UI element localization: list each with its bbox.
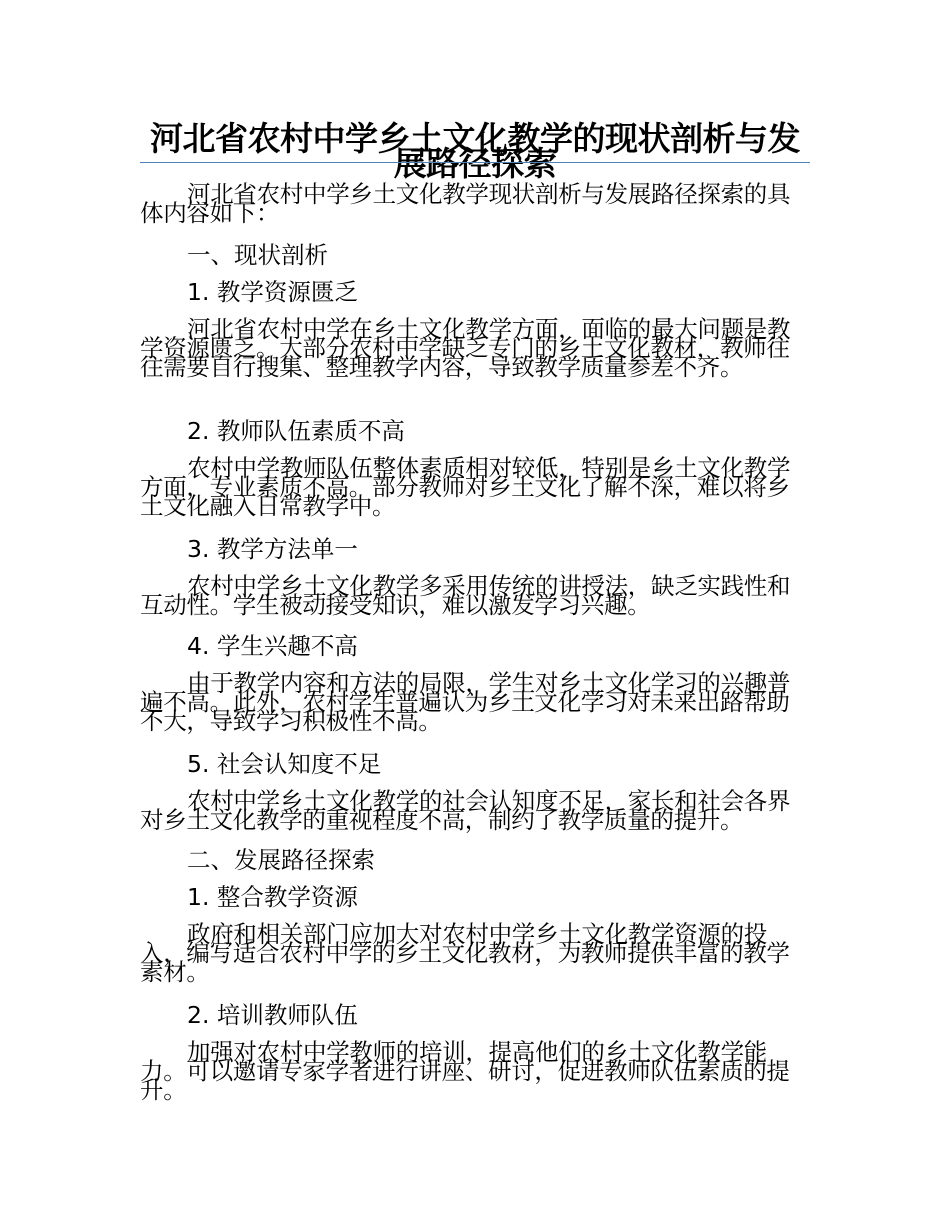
subheading-training: 2. 培训教师队伍 (187, 1001, 358, 1029)
paragraph-methods: 农村中学乡土文化教学多采用传统的讲授法，缺乏实践性和互动性。学生被动接受知识，难以激发学习兴趣。 (140, 572, 791, 619)
paragraph-integrate: 政府和相关部门应加大对农村中学乡土文化教学资源的投入，编写适合农村中学的乡土文化教材，为教师提供丰富的教学素材。 (140, 920, 790, 986)
paragraph-teachers: 农村中学教师队伍整体素质相对较低，特别是乡土文化教学方面，专业素质不高。部分教师对乡土文化了解不深，难以将乡土文化融入日常教学中。 (140, 454, 791, 520)
paragraph-recognition: 农村中学乡土文化教学的社会认知度不足，家长和社会各界对乡土文化教学的重视程度不高，制约了教学质量的提升。 (140, 787, 791, 834)
subheading-resources: 1. 教学资源匮乏 (187, 278, 358, 306)
subheading-recognition: 5. 社会认知度不足 (187, 750, 382, 778)
section-heading-status: 一、现状剖析 (187, 241, 328, 269)
subheading-teachers: 2. 教师队伍素质不高 (187, 417, 405, 445)
title-divider (140, 162, 810, 163)
section-heading-development: 二、发展路径探索 (187, 846, 375, 874)
intro-paragraph: 河北省农村中学乡土文化教学现状剖析与发展路径探索的具体内容如下： (140, 180, 791, 227)
subheading-interest: 4. 学生兴趣不高 (187, 632, 358, 660)
document-title: 河北省农村中学乡土文化教学的现状剖析与发展路径探索 (150, 119, 800, 184)
subheading-methods: 3. 教学方法单一 (187, 535, 358, 563)
subheading-integrate: 1. 整合教学资源 (187, 883, 358, 911)
paragraph-interest: 由于教学内容和方法的局限，学生对乡土文化学习的兴趣普遍不高。此外，农村学生普遍认为乡土文化学习对未来出路帮助不大，导致学习积极性不高。 (140, 669, 791, 735)
paragraph-resources: 河北省农村中学在乡土文化教学方面，面临的最大问题是教学资源匮乏。大部分农村中学缺乏专门的乡土文化教材，教师往往需要自行搜集、整理教学内容，导致教学质量参差不齐。 (140, 315, 791, 381)
paragraph-training: 加强对农村中学教师的培训，提高他们的乡土文化教学能力。可以邀请专家学者进行讲座、研讨，促进教师队伍素质的提升。 (140, 1038, 790, 1104)
